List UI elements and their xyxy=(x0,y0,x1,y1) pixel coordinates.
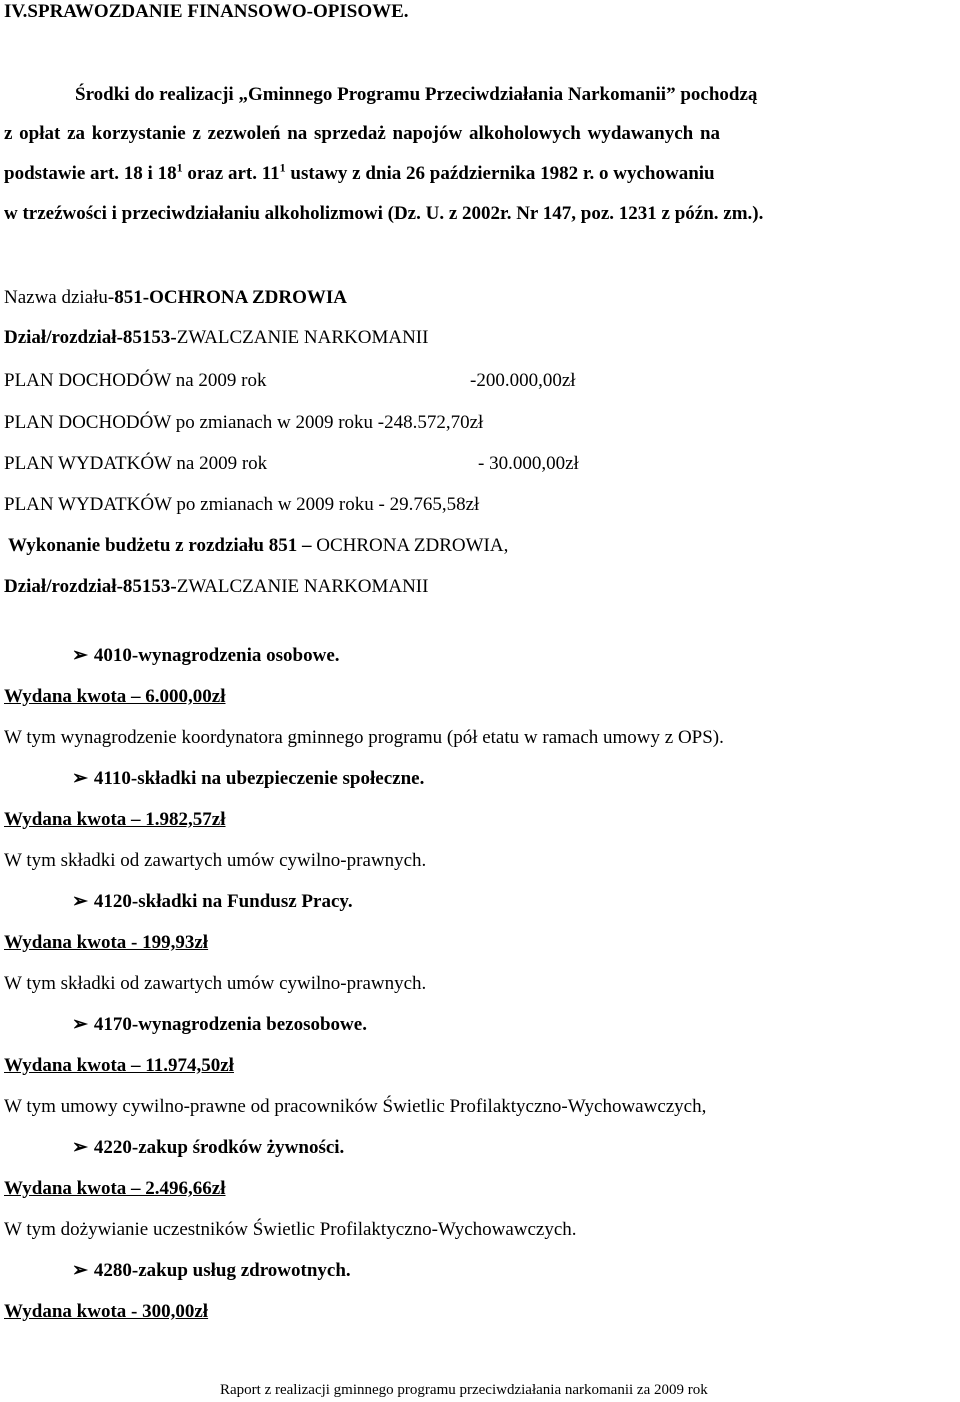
plan-row: PLAN WYDATKÓW po zmianach w 2009 roku - 29.765,58zł xyxy=(4,494,480,515)
budget-item-desc: W tym dożywianie uczestników Świetlic Profilaktyczno-Wychowawczych. xyxy=(4,1219,577,1240)
intro-line-2: z opłat za korzystanie z zezwoleń na sprzedaż napojów alkoholowych wydawanych na xyxy=(4,123,721,144)
budget-item-amount: Wydana kwota - 199,93zł xyxy=(4,932,209,953)
intro-line-1: Środki do realizacji „Gminnego Programu Przeciwdziałania Narkomanii” pochodzą xyxy=(75,84,758,105)
budget-item-title: ➢ 4010-wynagrodzenia osobowe. xyxy=(72,645,340,666)
arrow-bullet-icon: ➢ xyxy=(72,1260,88,1281)
budget-item-desc: W tym składki od zawartych umów cywilno-prawnych. xyxy=(4,973,427,994)
report-heading: IV.SPRAWOZDANIE FINANSOWO-OPISOWE. xyxy=(4,1,409,22)
budget-item-desc: W tym umowy cywilno-prawne od pracowników Świetlic Profilaktyczno-Wychowawczych, xyxy=(4,1096,707,1117)
arrow-bullet-icon: ➢ xyxy=(72,891,88,912)
budget-item-amount: Wydana kwota – 6.000,00zł xyxy=(4,686,226,707)
budget-item-title: ➢ 4170-wynagrodzenia bezosobowe. xyxy=(72,1014,367,1035)
plan-row: PLAN WYDATKÓW na 2009 rok - 30.000,00zł xyxy=(4,453,579,474)
budget-item-title: ➢ 4110-składki na ubezpieczenie społeczne. xyxy=(72,768,425,789)
wykonanie-line-1: Wykonanie budżetu z rozdziału 851 – OCHRONA ZDROWIA, xyxy=(8,535,509,556)
wykonanie-line-2: Dział/rozdział-85153-ZWALCZANIE NARKOMANII xyxy=(4,576,429,597)
intro-line-4: w trzeźwości i przeciwdziałaniu alkoholizmowi (Dz. U. z 2002r. Nr 147, poz. 1231 z późn. zm.). xyxy=(4,203,764,224)
budget-item-desc: W tym składki od zawartych umów cywilno-prawnych. xyxy=(4,850,427,871)
budget-item-amount: Wydana kwota – 11.974,50zł xyxy=(4,1055,234,1076)
budget-item-amount: Wydana kwota - 300,00zł xyxy=(4,1301,209,1322)
budget-item-desc: W tym wynagrodzenie koordynatora gminnego programu (pół etatu w ramach umowy z OPS). xyxy=(4,727,724,748)
budget-item-title: ➢ 4220-zakup środków żywności. xyxy=(72,1137,345,1158)
plan-row: PLAN DOCHODÓW na 2009 rok -200.000,00zł xyxy=(4,370,576,391)
arrow-bullet-icon: ➢ xyxy=(72,645,88,666)
section-rozdzial: Dział/rozdział-85153-ZWALCZANIE NARKOMANII xyxy=(4,327,429,348)
plan-row: PLAN DOCHODÓW po zmianach w 2009 roku -248.572,70zł xyxy=(4,412,484,433)
arrow-bullet-icon: ➢ xyxy=(72,768,88,789)
budget-item-title: ➢ 4120-składki na Fundusz Pracy. xyxy=(72,891,353,912)
section-name: Nazwa działu-851-OCHRONA ZDROWIA xyxy=(4,287,348,308)
budget-item-amount: Wydana kwota – 1.982,57zł xyxy=(4,809,226,830)
arrow-bullet-icon: ➢ xyxy=(72,1137,88,1158)
arrow-bullet-icon: ➢ xyxy=(72,1014,88,1035)
budget-item-amount: Wydana kwota – 2.496,66zł xyxy=(4,1178,226,1199)
page-footer: Raport z realizacji gminnego programu przeciwdziałania narkomanii za 2009 rok xyxy=(220,1382,708,1398)
intro-line-3: podstawie art. 18 i $18^1$ oraz art. $11^1$ ustawy z dnia 26 października 1982 r. o wychowaniu xyxy=(4,160,715,184)
budget-item-title: ➢ 4280-zakup usług zdrowotnych. xyxy=(72,1260,351,1281)
